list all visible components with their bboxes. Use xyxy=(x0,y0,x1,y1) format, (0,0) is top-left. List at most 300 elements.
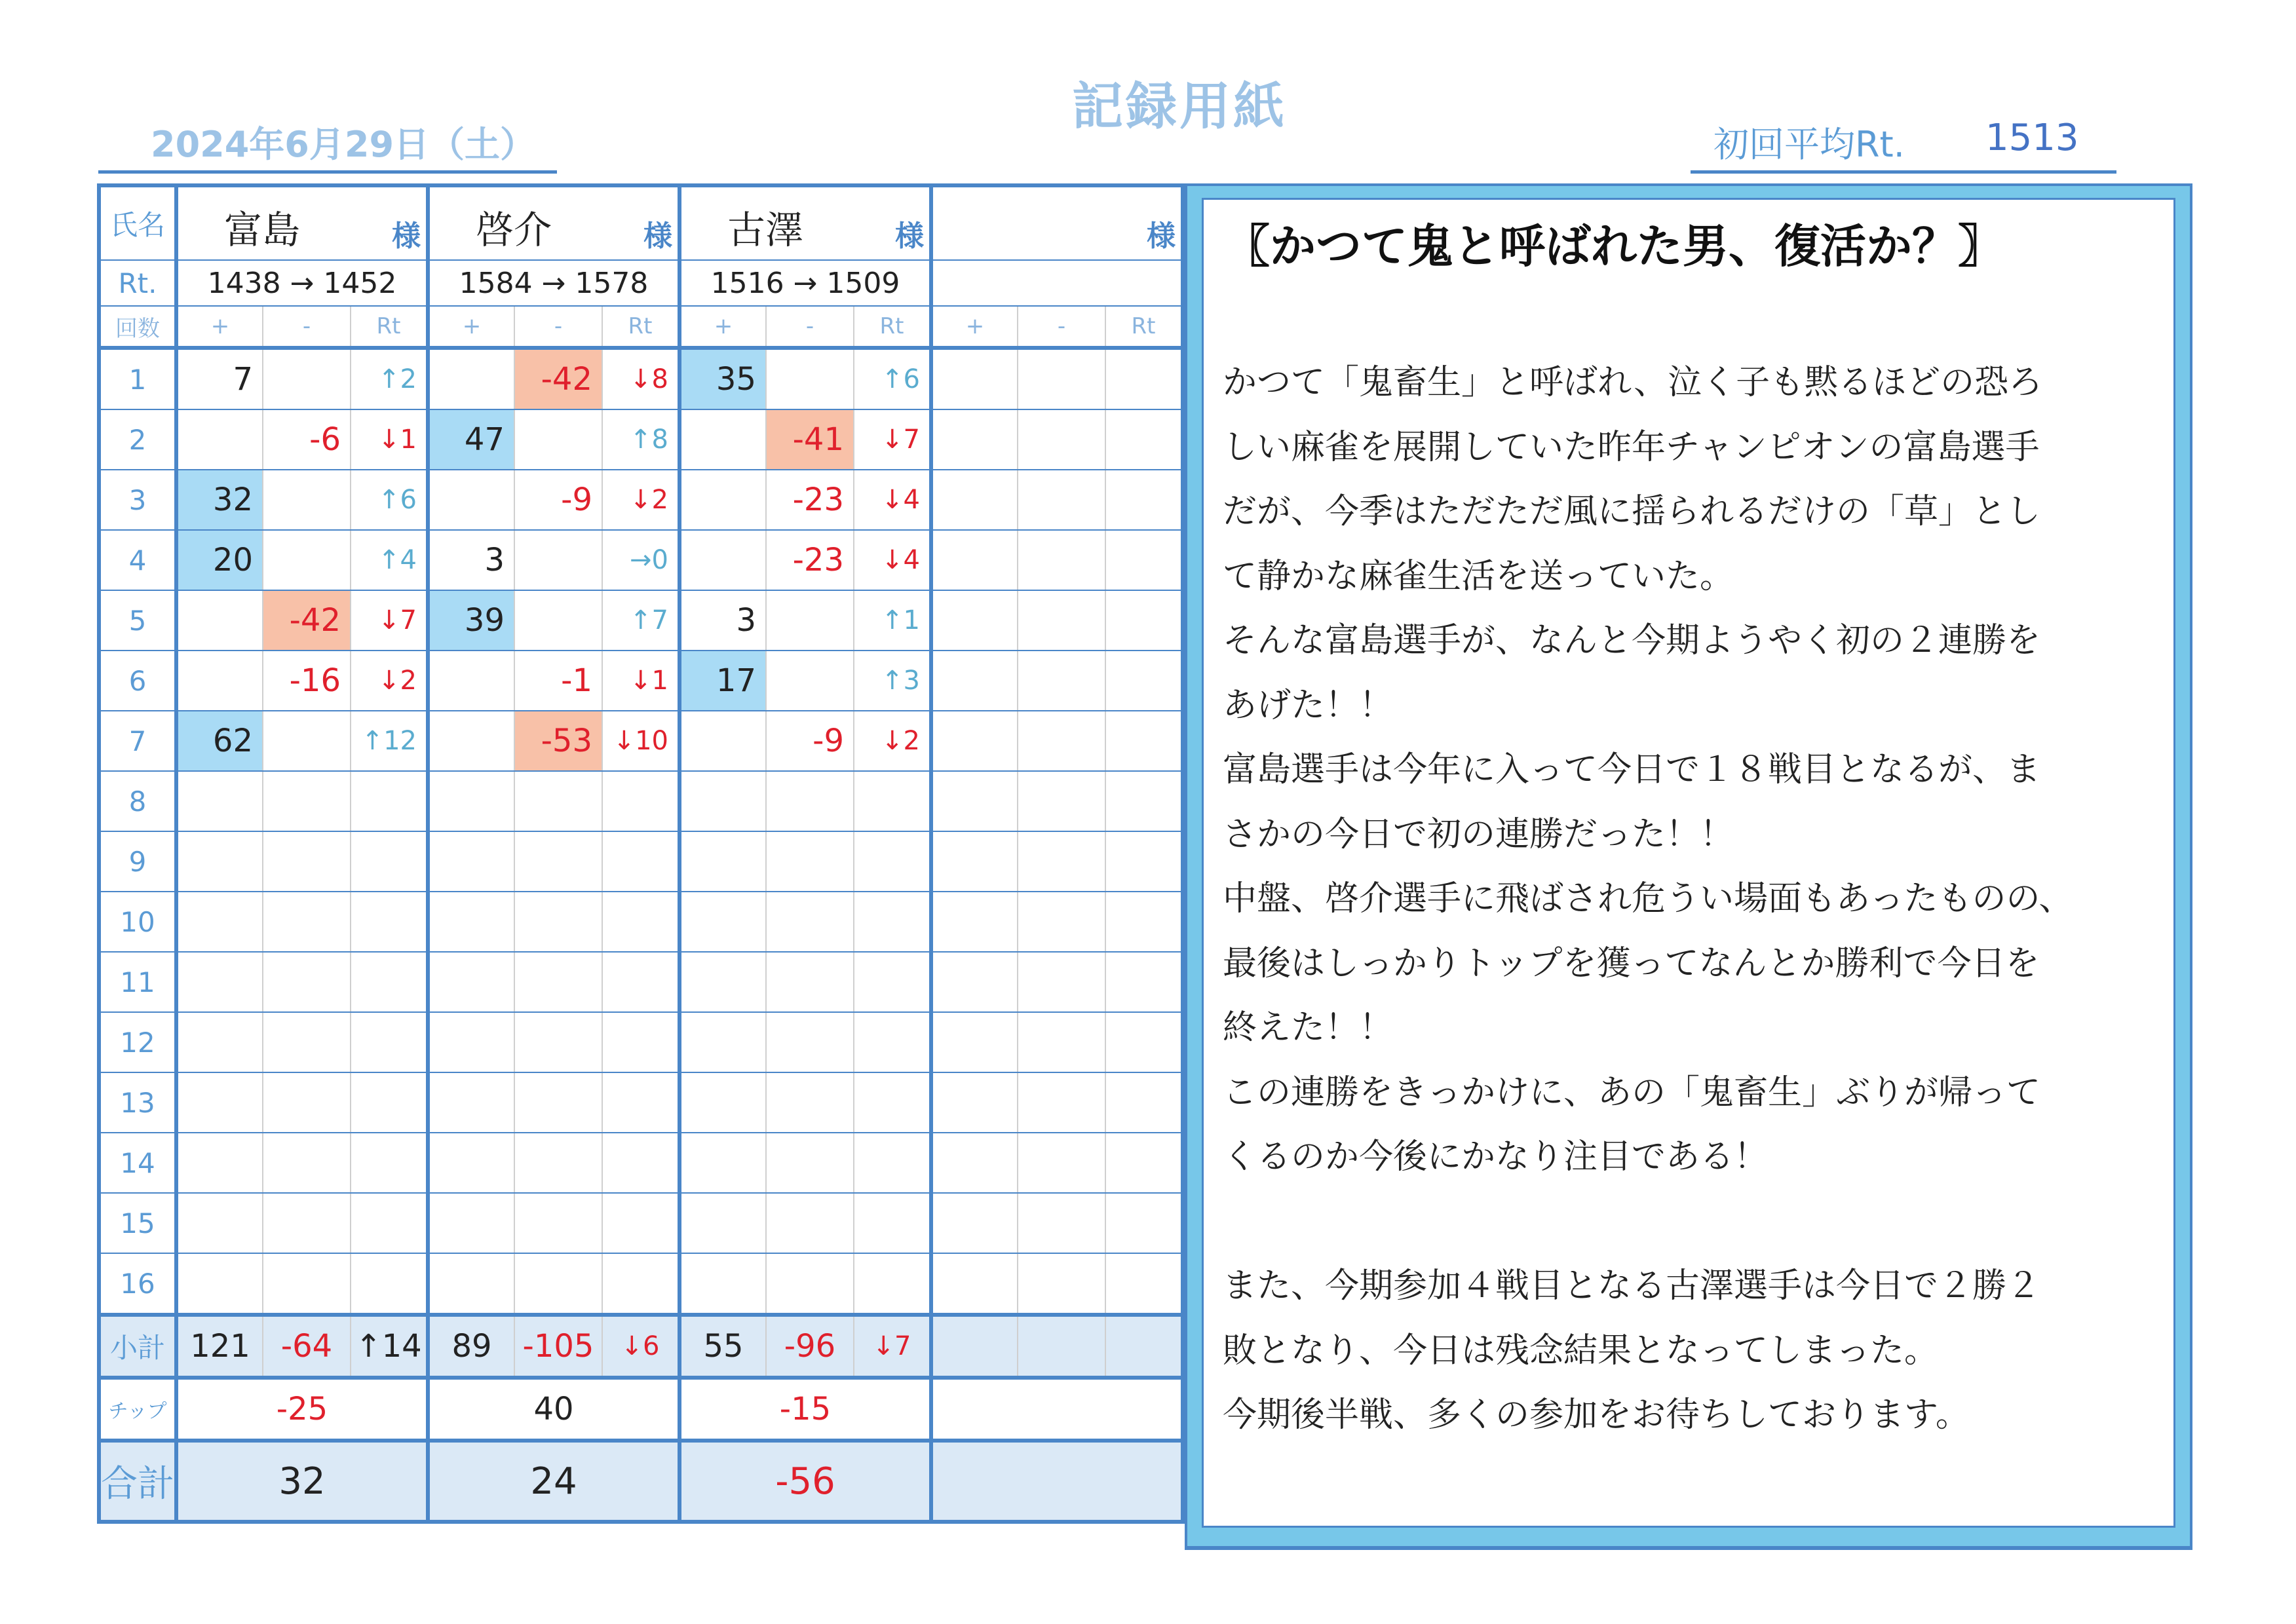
plus-score xyxy=(428,711,514,771)
rating-change xyxy=(1105,651,1183,711)
rating-change: ↑7 xyxy=(602,590,679,651)
plus-score xyxy=(931,1193,1018,1253)
rating-change xyxy=(854,831,931,892)
minus-score xyxy=(263,892,351,952)
player-rating: 1516 → 1509 xyxy=(679,260,931,306)
plus-score: 39 xyxy=(428,590,514,651)
row-label-chip: チップ xyxy=(99,1378,176,1441)
minus-score xyxy=(514,409,602,470)
round-number: 14 xyxy=(99,1133,176,1193)
article-body xyxy=(1223,350,2166,1448)
article-line: だが、今季はただただ風に揺られるだけの「草」とし xyxy=(1223,492,2041,531)
rating-change: ↓4 xyxy=(854,470,931,530)
minus-score xyxy=(263,530,351,590)
minus-score xyxy=(514,1133,602,1193)
minus-score xyxy=(514,952,602,1012)
article-line: そんな富島選手が、なんと今期ようやく初の２連勝を xyxy=(1223,621,2041,660)
plus-score xyxy=(931,590,1018,651)
col-header-minus: - xyxy=(1018,306,1105,348)
subtotal-minus xyxy=(1018,1315,1105,1378)
minus-score xyxy=(263,1012,351,1072)
col-header-rt: Rt xyxy=(854,306,931,348)
player-rating xyxy=(931,260,1183,306)
total-value xyxy=(931,1441,1183,1522)
rating-change: ↓1 xyxy=(351,409,428,470)
table-row xyxy=(99,831,1183,892)
rating-change xyxy=(1105,409,1183,470)
rating-change xyxy=(1105,1253,1183,1315)
minus-score: -23 xyxy=(766,530,854,590)
table-row xyxy=(99,590,1183,651)
table-row xyxy=(99,1193,1183,1253)
rating-change: ↑6 xyxy=(854,348,931,409)
minus-score xyxy=(263,470,351,530)
col-header-plus: + xyxy=(428,306,514,348)
rating-change xyxy=(1105,892,1183,952)
player-name-cell xyxy=(428,185,679,260)
plus-score xyxy=(428,892,514,952)
round-number: 13 xyxy=(99,1072,176,1133)
plus-score xyxy=(428,952,514,1012)
initial-average-rating-value: 1513 xyxy=(1985,117,2079,159)
minus-score xyxy=(766,348,854,409)
subtotal-rating-change: ↑14 xyxy=(351,1315,428,1378)
plus-score xyxy=(176,409,263,470)
table-row xyxy=(99,1072,1183,1133)
minus-score xyxy=(263,771,351,831)
plus-score xyxy=(428,470,514,530)
minus-score xyxy=(766,771,854,831)
rating-change xyxy=(1105,530,1183,590)
rating-change xyxy=(351,831,428,892)
plus-score: 17 xyxy=(679,651,766,711)
minus-score xyxy=(766,1012,854,1072)
round-number: 11 xyxy=(99,952,176,1012)
rating-change: ↓10 xyxy=(602,711,679,771)
minus-score xyxy=(514,831,602,892)
minus-score xyxy=(263,1253,351,1315)
rating-change xyxy=(854,771,931,831)
plus-score xyxy=(428,1133,514,1193)
rating-change xyxy=(602,1253,679,1315)
minus-score: -16 xyxy=(263,651,351,711)
table-row xyxy=(99,470,1183,530)
rating-change xyxy=(854,1253,931,1315)
round-number: 5 xyxy=(99,590,176,651)
rating-change xyxy=(1105,711,1183,771)
rating-change xyxy=(1105,348,1183,409)
plus-score xyxy=(679,831,766,892)
article-line: 終えた！！ xyxy=(1223,1008,1394,1048)
minus-score xyxy=(514,1012,602,1072)
rating-change xyxy=(351,1253,428,1315)
rating-change xyxy=(854,952,931,1012)
minus-score xyxy=(514,1072,602,1133)
minus-score: -41 xyxy=(766,409,854,470)
plus-score xyxy=(428,771,514,831)
minus-score xyxy=(766,831,854,892)
round-number: 8 xyxy=(99,771,176,831)
plus-score xyxy=(679,1133,766,1193)
plus-score xyxy=(931,711,1018,771)
plus-score xyxy=(679,711,766,771)
table-row xyxy=(99,711,1183,771)
score-sheet-table xyxy=(97,183,1185,1524)
total-value: 24 xyxy=(428,1441,679,1522)
minus-score xyxy=(1018,1253,1105,1315)
rating-change xyxy=(351,952,428,1012)
minus-score xyxy=(766,1253,854,1315)
minus-score xyxy=(766,892,854,952)
plus-score xyxy=(176,1133,263,1193)
subtotal-plus xyxy=(931,1315,1018,1378)
subtotal-minus: -96 xyxy=(766,1315,854,1378)
rating-change xyxy=(854,1072,931,1133)
round-number: 10 xyxy=(99,892,176,952)
minus-score xyxy=(766,651,854,711)
plus-score xyxy=(931,1012,1018,1072)
article-line: 富島選手は今年に入って今日で１８戦目となるが、ま xyxy=(1223,750,2041,789)
col-header-plus: + xyxy=(679,306,766,348)
table-row xyxy=(99,530,1183,590)
minus-score xyxy=(1018,1193,1105,1253)
plus-score xyxy=(679,530,766,590)
honorific-label: 様 xyxy=(643,219,672,253)
subtotal-plus: 121 xyxy=(176,1315,263,1378)
minus-score xyxy=(766,1072,854,1133)
plus-score xyxy=(931,651,1018,711)
plus-score xyxy=(428,1253,514,1315)
minus-score xyxy=(766,1133,854,1193)
player-name-cell xyxy=(931,185,1183,260)
plus-score xyxy=(931,530,1018,590)
table-row xyxy=(99,409,1183,470)
rating-change: ↓4 xyxy=(854,530,931,590)
plus-score xyxy=(679,952,766,1012)
plus-score xyxy=(679,771,766,831)
article-line xyxy=(1223,1190,2166,1255)
player-rating: 1584 → 1578 xyxy=(428,260,679,306)
minus-score: -1 xyxy=(514,651,602,711)
round-number: 2 xyxy=(99,409,176,470)
round-number: 1 xyxy=(99,348,176,409)
round-number: 16 xyxy=(99,1253,176,1315)
table-row xyxy=(99,651,1183,711)
plus-score xyxy=(176,1072,263,1133)
plus-score: 47 xyxy=(428,409,514,470)
minus-score xyxy=(263,348,351,409)
rating-change xyxy=(1105,470,1183,530)
plus-score xyxy=(428,1012,514,1072)
minus-score: -23 xyxy=(766,470,854,530)
date-underline xyxy=(98,170,557,174)
average-underline xyxy=(1691,170,2116,174)
minus-score xyxy=(1018,711,1105,771)
minus-score xyxy=(514,530,602,590)
row-label-round: 回数 xyxy=(99,306,176,348)
plus-score xyxy=(931,952,1018,1012)
plus-score xyxy=(428,831,514,892)
plus-score xyxy=(176,1253,263,1315)
minus-score xyxy=(1018,1072,1105,1133)
plus-score: 3 xyxy=(428,530,514,590)
initial-average-rating-label: 初回平均Rt. xyxy=(1713,124,1905,165)
rating-change xyxy=(1105,831,1183,892)
rating-change xyxy=(1105,1133,1183,1193)
plus-score xyxy=(176,892,263,952)
table-row xyxy=(99,771,1183,831)
col-header-plus: + xyxy=(931,306,1018,348)
rating-change xyxy=(602,1193,679,1253)
minus-score xyxy=(1018,470,1105,530)
plus-score: 20 xyxy=(176,530,263,590)
table-row xyxy=(99,1133,1183,1193)
rating-change xyxy=(1105,1193,1183,1253)
round-number: 15 xyxy=(99,1193,176,1253)
rating-change xyxy=(602,771,679,831)
minus-score xyxy=(1018,409,1105,470)
article-line: かつて「鬼畜生」と呼ばれ、泣く子も黙るほどの恐ろ xyxy=(1223,363,2043,402)
minus-score xyxy=(1018,530,1105,590)
chip-value: -25 xyxy=(176,1378,428,1441)
col-header-rt: Rt xyxy=(351,306,428,348)
minus-score: -42 xyxy=(263,590,351,651)
row-label-total: 合計 xyxy=(99,1441,176,1522)
rating-change xyxy=(602,952,679,1012)
round-number: 6 xyxy=(99,651,176,711)
article-line: 中盤、啓介選手に飛ばされ危うい場面もあったものの、 xyxy=(1223,879,2073,918)
minus-score: -53 xyxy=(514,711,602,771)
minus-score xyxy=(766,952,854,1012)
plus-score xyxy=(931,831,1018,892)
subtotal-rating-change xyxy=(1105,1315,1183,1378)
minus-score xyxy=(263,831,351,892)
player-name: 啓介 xyxy=(476,208,552,252)
minus-score: -6 xyxy=(263,409,351,470)
col-header-plus: + xyxy=(176,306,263,348)
article-line: 今期後半戦、多くの参加をお待ちしております。 xyxy=(1223,1395,1970,1435)
minus-score xyxy=(514,590,602,651)
col-header-minus: - xyxy=(766,306,854,348)
minus-score xyxy=(263,1072,351,1133)
plus-score xyxy=(679,1193,766,1253)
article-line: また、今期参加４戦目となる古澤選手は今日で２勝２ xyxy=(1223,1266,2041,1306)
chip-value: -15 xyxy=(679,1378,931,1441)
honorific-label: 様 xyxy=(1147,219,1176,253)
plus-score xyxy=(679,1012,766,1072)
subtotal-minus: -105 xyxy=(514,1315,602,1378)
rating-change: ↑2 xyxy=(351,348,428,409)
rating-change: ↑8 xyxy=(602,409,679,470)
article-line: て静かな麻雀生活を送っていた。 xyxy=(1223,556,1734,596)
rating-change: ↑12 xyxy=(351,711,428,771)
subtotal-rating-change: ↓7 xyxy=(854,1315,931,1378)
rating-change: ↓2 xyxy=(602,470,679,530)
plus-score xyxy=(176,771,263,831)
plus-score xyxy=(176,1012,263,1072)
rating-change: ↑1 xyxy=(854,590,931,651)
article-line: あげた！！ xyxy=(1223,685,1394,725)
table-row xyxy=(99,892,1183,952)
table-row xyxy=(99,952,1183,1012)
plus-score xyxy=(176,651,263,711)
rating-change: ↓8 xyxy=(602,348,679,409)
plus-score xyxy=(931,409,1018,470)
article-line: くるのか今後にかなり注目である！ xyxy=(1223,1137,1769,1177)
minus-score xyxy=(514,1193,602,1253)
minus-score: -9 xyxy=(766,711,854,771)
round-number: 12 xyxy=(99,1012,176,1072)
plus-score xyxy=(176,831,263,892)
total-value: -56 xyxy=(679,1441,931,1522)
subtotal-plus: 55 xyxy=(679,1315,766,1378)
col-header-minus: - xyxy=(263,306,351,348)
rating-change: ↓7 xyxy=(854,409,931,470)
minus-score xyxy=(1018,892,1105,952)
plus-score xyxy=(931,348,1018,409)
rating-change xyxy=(602,892,679,952)
rating-change: ↑3 xyxy=(854,651,931,711)
honorific-label: 様 xyxy=(895,219,924,253)
plus-score xyxy=(931,1133,1018,1193)
plus-score xyxy=(428,1072,514,1133)
rating-change xyxy=(602,831,679,892)
round-number: 4 xyxy=(99,530,176,590)
rating-change xyxy=(854,1133,931,1193)
honorific-label: 様 xyxy=(392,219,421,253)
player-rating: 1438 → 1452 xyxy=(176,260,428,306)
rating-change: →0 xyxy=(602,530,679,590)
minus-score xyxy=(514,1253,602,1315)
minus-score xyxy=(263,952,351,1012)
minus-score xyxy=(1018,1012,1105,1072)
rating-change xyxy=(1105,771,1183,831)
table-row xyxy=(99,348,1183,409)
article-line: この連勝をきっかけに、あの「鬼畜生」ぶりが帰って xyxy=(1223,1072,2041,1112)
plus-score xyxy=(176,1193,263,1253)
table-row xyxy=(99,1012,1183,1072)
rating-change xyxy=(351,892,428,952)
plus-score: 7 xyxy=(176,348,263,409)
chip-value: 40 xyxy=(428,1378,679,1441)
rating-change xyxy=(602,1133,679,1193)
plus-score xyxy=(428,1193,514,1253)
minus-score: -9 xyxy=(514,470,602,530)
plus-score xyxy=(931,1072,1018,1133)
plus-score xyxy=(176,590,263,651)
row-label-name: 氏名 xyxy=(99,185,176,260)
col-header-rt: Rt xyxy=(1105,306,1183,348)
plus-score: 3 xyxy=(679,590,766,651)
player-name: 富島 xyxy=(224,208,301,252)
rating-change xyxy=(1105,590,1183,651)
date-label: 2024年6月29日（土） xyxy=(151,124,536,165)
plus-score xyxy=(931,771,1018,831)
rating-change xyxy=(854,1193,931,1253)
round-number: 3 xyxy=(99,470,176,530)
minus-score xyxy=(263,1133,351,1193)
round-number: 9 xyxy=(99,831,176,892)
page-title: 記録用紙 xyxy=(1071,77,1287,136)
minus-score: -42 xyxy=(514,348,602,409)
rating-change xyxy=(602,1012,679,1072)
plus-score xyxy=(679,1253,766,1315)
rating-change: ↓2 xyxy=(854,711,931,771)
article-line: しい麻雀を展開していた昨年チャンピオンの富島選手 xyxy=(1223,427,2040,467)
rating-change: ↑4 xyxy=(351,530,428,590)
plus-score xyxy=(428,651,514,711)
total-value: 32 xyxy=(176,1441,428,1522)
round-number: 7 xyxy=(99,711,176,771)
rating-change xyxy=(351,1193,428,1253)
minus-score xyxy=(766,590,854,651)
plus-score xyxy=(679,409,766,470)
rating-change xyxy=(351,1072,428,1133)
plus-score xyxy=(428,348,514,409)
rating-change xyxy=(854,892,931,952)
rating-change xyxy=(351,771,428,831)
rating-change xyxy=(1105,1012,1183,1072)
plus-score xyxy=(176,952,263,1012)
minus-score xyxy=(1018,348,1105,409)
rating-change: ↑6 xyxy=(351,470,428,530)
article-line: 最後はしっかりトップを獲ってなんとか勝利で今日を xyxy=(1223,943,2040,983)
plus-score xyxy=(931,892,1018,952)
player-name: 古澤 xyxy=(727,208,804,252)
plus-score: 62 xyxy=(176,711,263,771)
subtotal-plus: 89 xyxy=(428,1315,514,1378)
article-line: さかの今日で初の連勝だった！！ xyxy=(1223,814,1734,854)
table-row xyxy=(99,1253,1183,1315)
player-name-cell xyxy=(176,185,428,260)
minus-score xyxy=(263,711,351,771)
rating-change xyxy=(1105,952,1183,1012)
minus-score xyxy=(514,771,602,831)
minus-score xyxy=(766,1193,854,1253)
rating-change xyxy=(351,1133,428,1193)
col-header-rt: Rt xyxy=(602,306,679,348)
plus-score: 32 xyxy=(176,470,263,530)
plus-score xyxy=(679,892,766,952)
rating-change: ↓2 xyxy=(351,651,428,711)
minus-score xyxy=(263,1193,351,1253)
minus-score xyxy=(1018,952,1105,1012)
minus-score xyxy=(1018,831,1105,892)
plus-score xyxy=(931,1253,1018,1315)
rating-change xyxy=(351,1012,428,1072)
minus-score xyxy=(514,892,602,952)
plus-score xyxy=(679,1072,766,1133)
row-label-rating: Rt. xyxy=(99,260,176,306)
rating-change xyxy=(602,1072,679,1133)
subtotal-rating-change: ↓6 xyxy=(602,1315,679,1378)
col-header-minus: - xyxy=(514,306,602,348)
minus-score xyxy=(1018,1133,1105,1193)
plus-score xyxy=(931,470,1018,530)
article-headline: 〖かつて鬼と呼ばれた男、復活か？〗 xyxy=(1224,219,2004,273)
chip-value xyxy=(931,1378,1183,1441)
rating-change: ↓1 xyxy=(602,651,679,711)
article-line: 敗となり、今日は残念結果となってしまった。 xyxy=(1223,1331,1939,1370)
plus-score xyxy=(679,470,766,530)
minus-score xyxy=(1018,590,1105,651)
rating-change: ↓7 xyxy=(351,590,428,651)
subtotal-minus: -64 xyxy=(263,1315,351,1378)
player-name-cell xyxy=(679,185,931,260)
minus-score xyxy=(1018,771,1105,831)
plus-score: 35 xyxy=(679,348,766,409)
rating-change xyxy=(1105,1072,1183,1133)
